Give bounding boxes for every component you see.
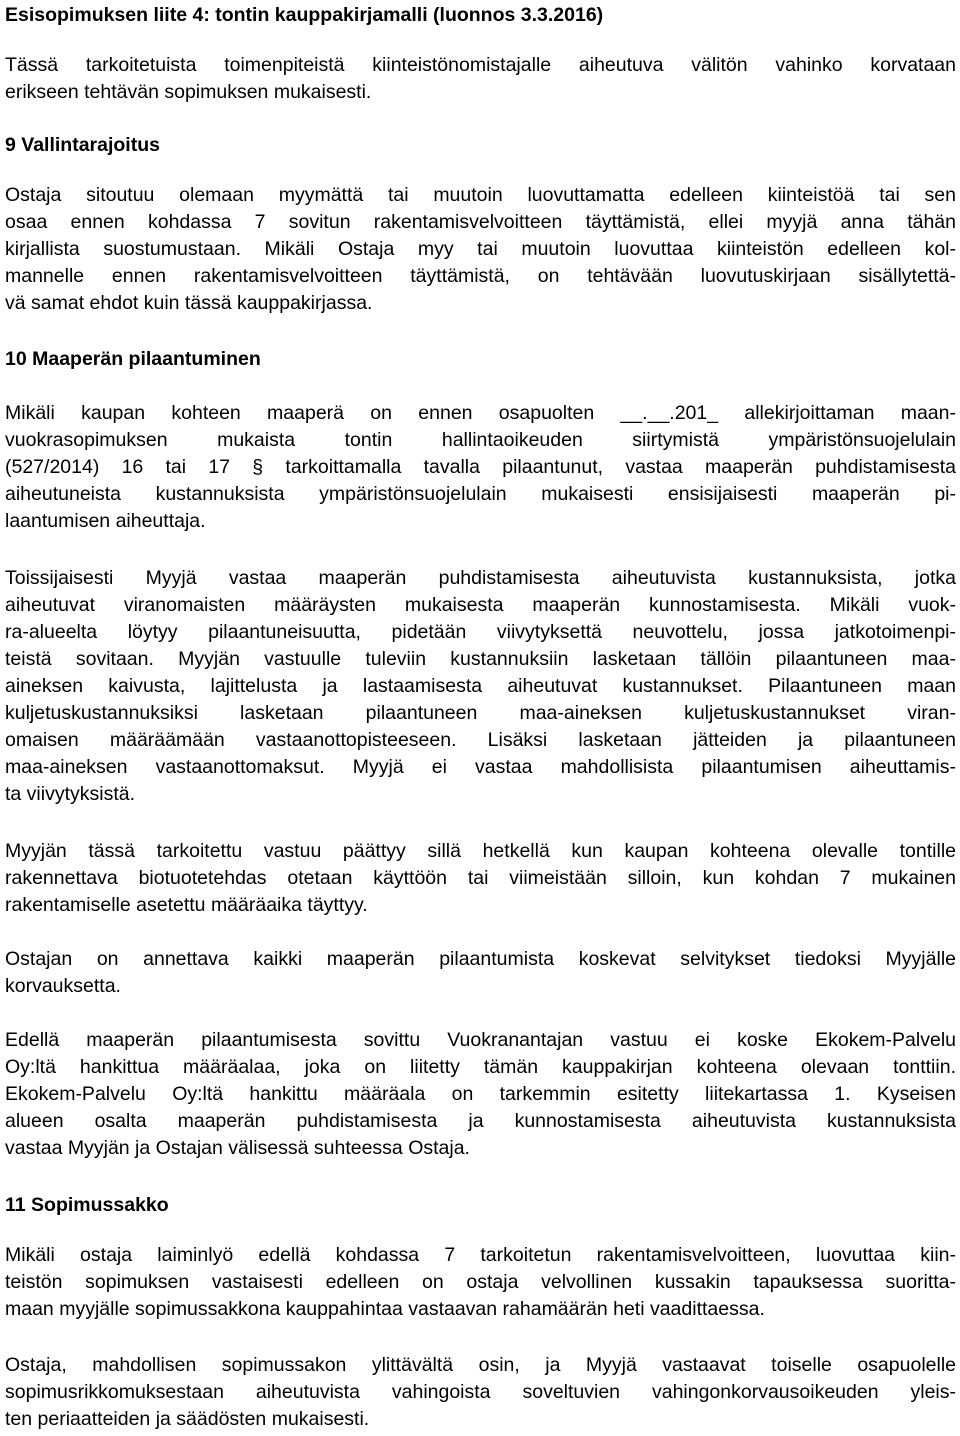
text-line: teistön sopimuksen vastaisesti edelleen on ostaja velvollinen kussakin tapauksessa suoritta- [5,1271,956,1293]
text-line: Edellä maaperän pilaantumisesta sovittu Vuokranantajan vastuu ei koske Ekokem-Palvelu [5,1029,956,1051]
text-line: sopimusrikkomuksestaan aiheutuvista vahingoista soveltuvien vahingonkorvausoikeuden yleis- [5,1381,956,1403]
text-line: osaa ennen kohdassa 7 sovitun rakentamisvelvoitteen täyttämistä, ellei myyjä anna tähän [5,211,956,233]
section-9-paragraph [5,182,956,317]
section-10-paragraph-2 [5,565,956,808]
text-line: Oy:ltä hankittua määräalaa, joka on liitetty tämän kauppakirjan kohteena olevaan tonttiin. [5,1056,956,1078]
text-line: mannelle ennen rakentamisvelvoitteen täyttämistä, on tehtävään luovutuskirjaan sisällytettä- [5,265,956,287]
text-line: maan myyjälle sopimussakkona kauppahintaa vastaavan rahamäärän heti vaadittaessa. [5,1298,765,1320]
text-line: vä samat ehdot kuin tässä kauppakirjassa. [5,292,373,314]
text-line: rakennettava biotuotetehdas otetaan käyttöön tai viimeistään silloin, kun kohdan 7 mukainen [5,867,956,889]
text-line: aineksen kaivusta, lajittelusta ja lastaamisesta aiheutuvat kustannukset. Pilaantuneen maan [5,675,956,697]
text-line: maa-aineksen vastaanottomaksut. Myyjä ei vastaa mahdollisista pilaantumisen aiheuttamis- [5,756,956,778]
section-10-paragraph-1 [5,400,956,535]
document-title: Esisopimuksen liite 4: tontin kauppakirjamalli (luonnos 3.3.2016) [5,4,604,26]
text-line: rakentamiselle asetettu määräaika täyttyy. [5,894,368,916]
section-10-heading: 10 Maaperän pilaantuminen [5,348,261,370]
text-line: alueen osalta maaperän puhdistamisesta ja kunnostamisesta aiheutuvista kustannuksista [5,1110,956,1132]
text-line: vastaa Myyjän ja Ostajan välisessä suhteessa Ostaja. [5,1137,470,1159]
text-line: ta viivytyksistä. [5,783,136,805]
text-line: omaisen määräämään vastaanottopisteeseen. Lisäksi lasketaan jätteiden ja pilaantuneen [5,729,956,751]
text-line: erikseen tehtävän sopimuksen mukaisesti. [5,81,372,103]
text-line: Tässä tarkoitetuista toimenpiteistä kiinteistönomistajalle aiheutuva välitön vahinko korvataan [5,54,956,76]
section-11-paragraph-2 [5,1352,956,1433]
text-line: kirjallista suostumustaan. Mikäli Ostaja myy tai muutoin luovuttaa kiinteistön edelleen kol- [5,238,956,260]
text-line: (527/2014) 16 tai 17 § tarkoittamalla tavalla pilaantunut, vastaa maaperän puhdistamisesta [5,456,956,478]
text-line: aiheutuvat viranomaisten määräysten mukaisesta maaperän kunnostamisesta. Mikäli vuok- [5,594,956,616]
text-line: teistä sovitaan. Myyjän vastuulle tuleviin kustannuksiin lasketaan tällöin pilaantuneen maa- [5,648,956,670]
text-line: aiheutuneista kustannuksista ympäristönsuojelulain mukaisesti ensisijaisesti maaperän pi- [5,483,956,505]
text-line: Ostaja, mahdollisen sopimussakon ylittävältä osin, ja Myyjä vastaavat toiselle osapuolelle [5,1354,956,1376]
text-line: Myyjän tässä tarkoitettu vastuu päättyy sillä hetkellä kun kaupan kohteena olevalle tontille [5,840,956,862]
text-line: Toissijaisesti Myyjä vastaa maaperän puhdistamisesta aiheutuvista kustannuksista, jotka [5,567,956,589]
text-line: kuljetuskustannuksiksi lasketaan pilaantuneen maa-aineksen kuljetuskustannukset viran- [5,702,956,724]
section-10-paragraph-4 [5,946,956,1000]
text-line: Ekokem-Palvelu Oy:ltä hankittu määräala on tarkemmin esitetty liitekartassa 1. Kyseisen [5,1083,956,1105]
text-line: laantumisen aiheuttaja. [5,510,206,532]
section-10-paragraph-3 [5,838,956,919]
text-line: ra-alueelta löytyy pilaantuneisuutta, pidetään viivytyksettä neuvottelu, jossa jatkotoimenpi- [5,621,956,643]
section-11-paragraph-1 [5,1242,956,1323]
text-line: ten periaatteiden ja säädösten mukaisesti. [5,1408,370,1430]
text-line: korvauksetta. [5,975,121,997]
text-line: Mikäli ostaja laiminlyö edellä kohdassa 7 tarkoitetun rakentamisvelvoitteen, luovuttaa kiin- [5,1244,956,1266]
section-9-heading: 9 Vallintarajoitus [5,134,160,156]
text-line: vuokrasopimuksen mukaista tontin hallintaoikeuden siirtymistä ympäristönsuojelulain [5,429,956,451]
text-line: Mikäli kaupan kohteen maaperä on ennen osapuolten __.__.201_ allekirjoittaman maan- [5,402,956,424]
intro-paragraph [5,52,956,106]
text-line: Ostaja sitoutuu olemaan myymättä tai muutoin luovuttamatta edelleen kiinteistöä tai sen [5,184,956,206]
section-10-paragraph-5 [5,1027,956,1162]
text-line: Ostajan on annettava kaikki maaperän pilaantumista koskevat selvitykset tiedoksi Myyjälle [5,948,956,970]
section-11-heading: 11 Sopimussakko [5,1194,169,1216]
